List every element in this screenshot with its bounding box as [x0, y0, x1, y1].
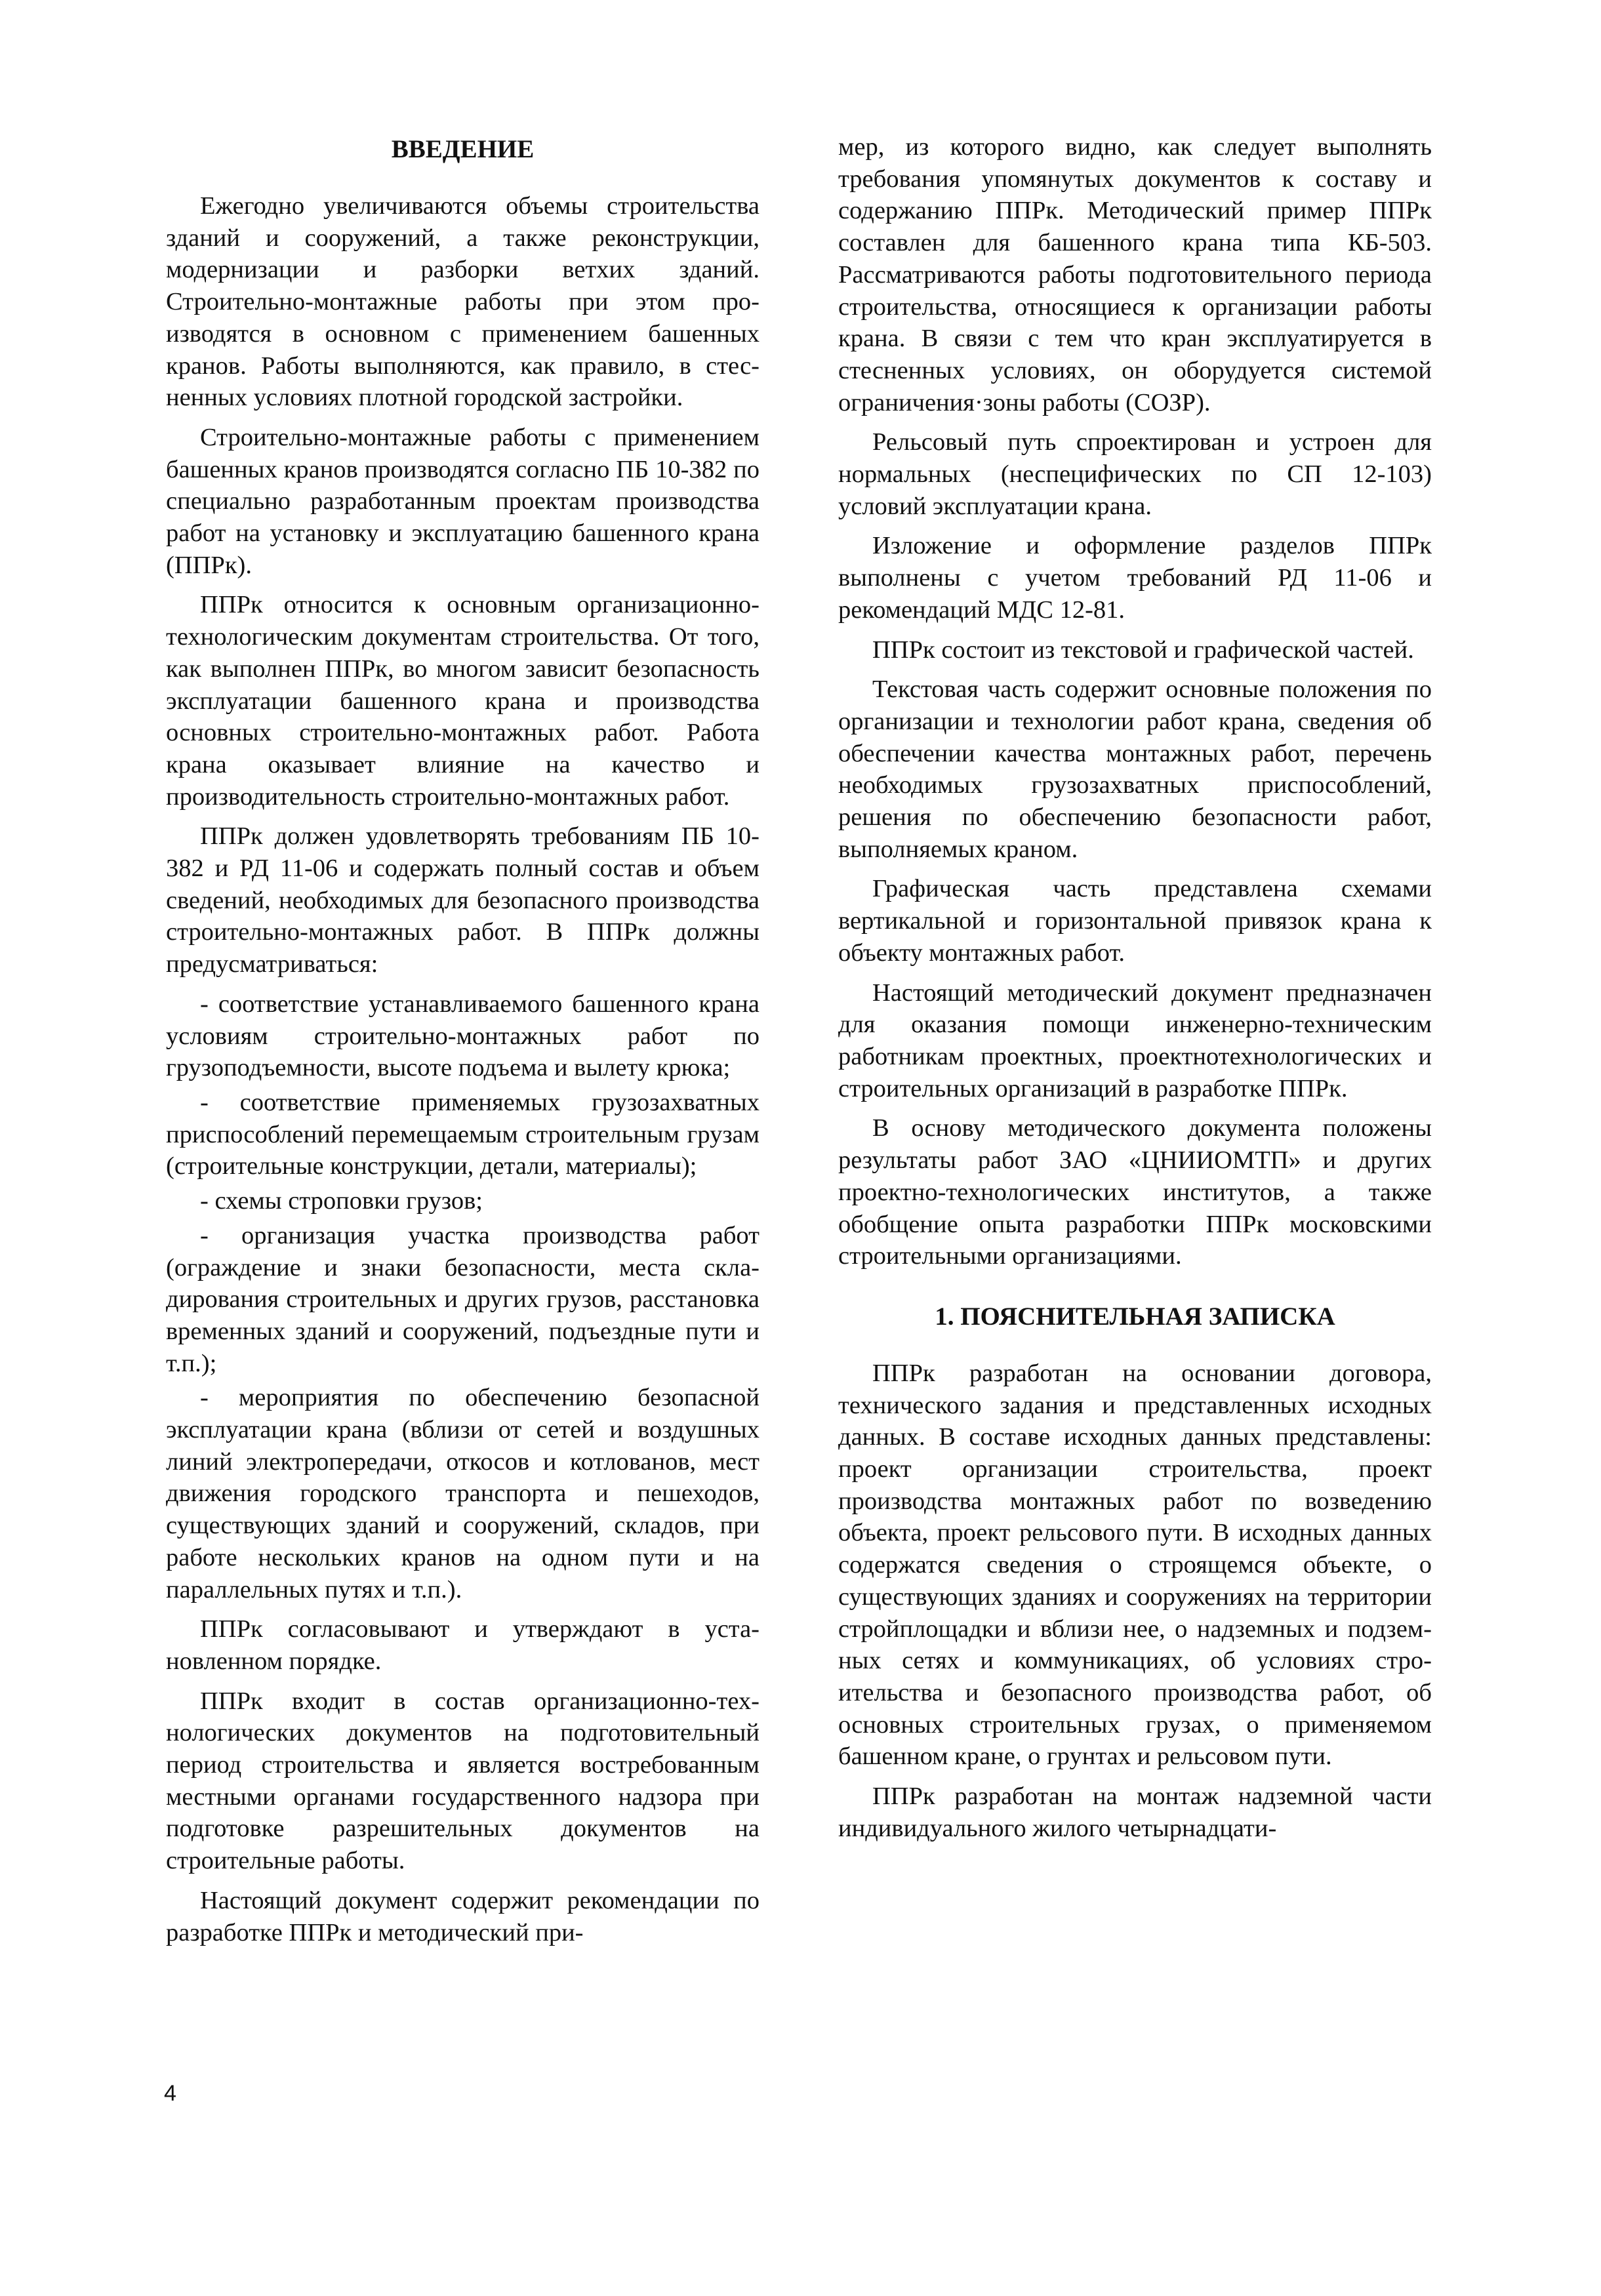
- list-item-2: - соответствие применяемых грузозахватных приспособлений перемещаемым строительным грузам (строительные конструкции, детали, материалы);: [166, 1088, 760, 1180]
- intro-paragraph-2: Строительно-монтажные работы с применением башенных кранов производятся согласно ПБ 10-382 по специально разработанным проектам производства работ на установку и эксплуатацию башенного крана (ППРк).: [166, 423, 760, 579]
- right-paragraph-4: Текстовая часть содержит основные положения по организации и технологии работ крана, сведения об обеспечении качества монтажных работ, перечень необходимых грузозахватных приспособлений, решения по обеспечению безопасности работ, выполняемых краном.: [838, 675, 1432, 863]
- section-paragraph-1: ППРк разработан на основании договора, технического задания и представленных исходных данных. В составе исходных данных представлены: проект организации строительства, проект производства монтажных работ по возведению объекта, проект рельсового пути. В исходных данных содержатся сведения о строящемся объекте, о существующих зданиях и сооружениях на территории стройплощадки и вблизи нее, о надземных и подземных сетях и коммуникациях, об условиях строительства и безопасного производства работ, об основных строительных грузах, о применяемом башенном кране, о грунтах и рельсовом пути.: [838, 1359, 1432, 1771]
- list-item-3: - схемы строповки грузов;: [200, 1187, 483, 1215]
- list-item-1: - соответствие устанавливаемого башенного крана условиям строительно-монтажных работ по грузоподъемности, высоте подъема и вылету крюка;: [166, 990, 760, 1082]
- right-paragraph-2: Изложение и оформление разделов ППРк выполнены с учетом требований РД 11-06 и рекомендаций МДС 12-81.: [838, 532, 1432, 624]
- intro-paragraph-3: ППРк относится к основным организационно-технологическим документам строительства. От того, как выполнен ППРк, во многом зависит безопасность эксплуатации башенного крана и производства основных строительно-монтажных работ. Работа крана оказывает влияние на качество и производительность строительно-монтажных работ.: [166, 591, 760, 811]
- page-number: 4: [164, 2081, 176, 2106]
- section-paragraph-2: ППРк разработан на монтаж надземной части индивидуального жилого четырнадцати-: [838, 1782, 1432, 1842]
- intro-paragraph-4: ППРк должен удовлетворять требованиям ПБ 10-382 и РД 11-06 и содержать полный состав и объем сведений, необходимых для безопасного производства строительно-монтажных работ. В ППРк должны предусматриваться:: [166, 822, 760, 978]
- introduction-heading: ВВЕДЕНИЕ: [391, 135, 535, 163]
- right-paragraph-6: Настоящий методический документ предназначен для оказания помощи инженерно-техническим работникам проектных, проектнотехнологических и строительных организаций в разработке ППРк.: [838, 978, 1432, 1102]
- right-paragraph-5: Графическая часть представлена схемами вертикальной и горизонтальной привязок крана к объекту монтажных работ.: [838, 875, 1432, 967]
- right-paragraph-1: Рельсовый путь спроектирован и устроен для нормальных (неспецифических по СП 12-103) условий эксплуатации крана.: [838, 428, 1432, 520]
- right-paragraph-7: В основу методического документа положены результаты работ ЗАО «ЦНИИОМТП» и других проектно-технологических институтов, а также обобщение опыта разработки ППРк московскими строительными организациями.: [838, 1114, 1432, 1270]
- intro-paragraph-5: ППРк согласовывают и утверждают в установленном порядке.: [166, 1615, 760, 1675]
- intro-paragraph-7: Настоящий документ содержит рекомендации по разработке ППРк и методический при-: [166, 1886, 760, 1946]
- list-item-5: - мероприятия по обеспечению безопасной эксплуатации крана (вблизи от сетей и воздушных линий электропередачи, откосов и котлованов, мест движения городского транспорта и пешеходов, существующих зданий и сооружений, складов, при работе нескольких кранов на одном пути и на параллельных путях и т.п.).: [166, 1384, 760, 1603]
- list-item-4: - организация участка производства работ (ограждение и знаки безопасности, места складирования строительных и других грузов, расстановка временных зданий и сооружений, подъездные пути и т.п.);: [166, 1221, 760, 1377]
- right-paragraph-3: ППРк состоит из текстовой и графической частей.: [872, 635, 1414, 664]
- section-heading: 1. ПОЯСНИТЕЛЬНАЯ ЗАПИСКА: [935, 1302, 1335, 1331]
- intro-paragraph-1: Ежегодно увеличиваются объемы строительства зданий и сооружений, а также реконструкции, модернизации и разборки ветхих зданий. Строительно-монтажные работы при этом производятся в основном с применением башенных кранов. Работы выполняются, как правило, в стесненных условиях плотной городской застройки.: [166, 192, 760, 412]
- left-column: [166, 131, 760, 1956]
- continued-paragraph: мер, из которого видно, как следует выполнять требования упомянутых документов к составу и содержанию ППРк. Методический пример ППРк составлен для башенного крана типа КБ-503. Рассматриваются работы подготовительного периода строительства, относящиеся к организации работы крана. В связи с тем что кран эксплуатируется в стесненных условиях, он оборудуется системой ограничения·зоны работы (СОЗР).: [838, 133, 1432, 416]
- right-column: [838, 131, 1432, 1852]
- intro-paragraph-6: ППРк входит в состав организационно-технологических документов на подготовительный период строительства и является востребованным местными органами государственного надзора при подготовке разрешительных документов на строительные работы.: [166, 1687, 760, 1875]
